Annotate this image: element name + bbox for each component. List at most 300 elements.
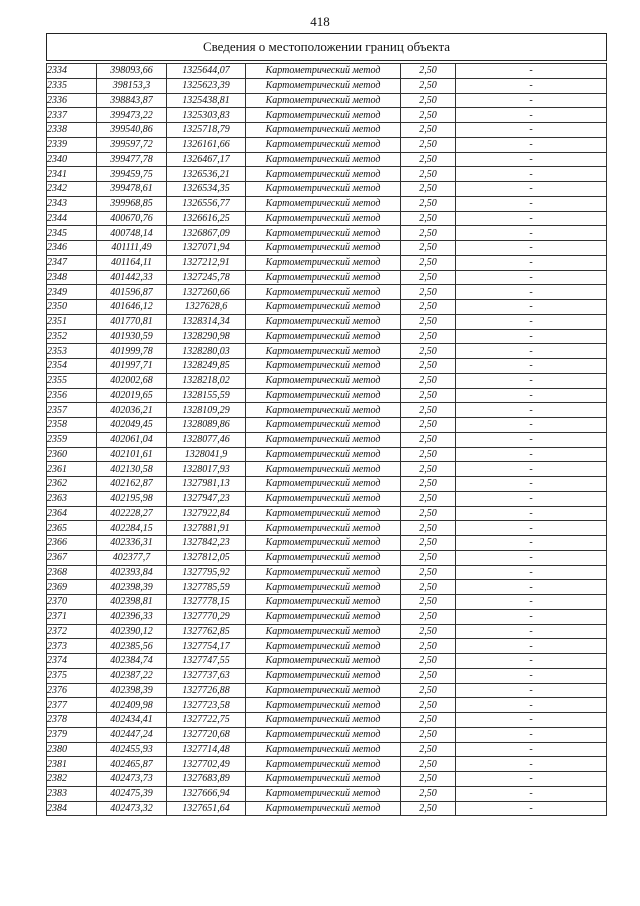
y-coordinate-cell: 1328017,93: [167, 462, 246, 477]
table-row: [47, 654, 607, 669]
table-row: [47, 521, 607, 536]
description-cell: -: [456, 137, 607, 152]
method-cell: Картометрический метод: [246, 462, 401, 477]
x-coordinate-cell: 399968,85: [97, 196, 167, 211]
accuracy-cell: 2,50: [401, 580, 456, 595]
accuracy-cell: 2,50: [401, 683, 456, 698]
method-cell: Картометрический метод: [246, 536, 401, 551]
y-coordinate-cell: 1327812,05: [167, 550, 246, 565]
table-row: [47, 801, 607, 816]
x-coordinate-cell: 402434,41: [97, 713, 167, 728]
table-row: [47, 285, 607, 300]
point-number-cell: 2334: [47, 64, 97, 79]
x-coordinate-cell: 402284,15: [97, 521, 167, 536]
accuracy-cell: 2,50: [401, 329, 456, 344]
table-row: [47, 196, 607, 211]
x-coordinate-cell: 399540,86: [97, 123, 167, 138]
x-coordinate-cell: 399597,72: [97, 137, 167, 152]
point-number-cell: 2351: [47, 314, 97, 329]
description-cell: -: [456, 167, 607, 182]
point-number-cell: 2359: [47, 432, 97, 447]
accuracy-cell: 2,50: [401, 388, 456, 403]
description-cell: -: [456, 786, 607, 801]
y-coordinate-cell: 1327737,63: [167, 668, 246, 683]
y-coordinate-cell: 1327723,58: [167, 698, 246, 713]
accuracy-cell: 2,50: [401, 285, 456, 300]
table-row: [47, 359, 607, 374]
description-cell: -: [456, 93, 607, 108]
accuracy-cell: 2,50: [401, 314, 456, 329]
accuracy-cell: 2,50: [401, 668, 456, 683]
table-row: [47, 609, 607, 624]
table-row: [47, 152, 607, 167]
page-number: 418: [310, 14, 330, 29]
method-cell: Картометрический метод: [246, 609, 401, 624]
y-coordinate-cell: 1328155,59: [167, 388, 246, 403]
accuracy-cell: 2,50: [401, 373, 456, 388]
table-row: [47, 550, 607, 565]
point-number-cell: 2341: [47, 167, 97, 182]
y-coordinate-cell: 1327245,78: [167, 270, 246, 285]
point-number-cell: 2352: [47, 329, 97, 344]
description-cell: -: [456, 757, 607, 772]
accuracy-cell: 2,50: [401, 403, 456, 418]
x-coordinate-cell: 402036,21: [97, 403, 167, 418]
table-row: [47, 447, 607, 462]
y-coordinate-cell: 1328249,85: [167, 359, 246, 374]
x-coordinate-cell: 402465,87: [97, 757, 167, 772]
description-cell: -: [456, 418, 607, 433]
y-coordinate-cell: 1328314,34: [167, 314, 246, 329]
method-cell: Картометрический метод: [246, 78, 401, 93]
x-coordinate-cell: 402162,87: [97, 477, 167, 492]
x-coordinate-cell: 402398,39: [97, 683, 167, 698]
accuracy-cell: 2,50: [401, 418, 456, 433]
table-row: [47, 211, 607, 226]
accuracy-cell: 2,50: [401, 550, 456, 565]
table-row: [47, 64, 607, 79]
description-cell: -: [456, 624, 607, 639]
description-cell: -: [456, 447, 607, 462]
accuracy-cell: 2,50: [401, 727, 456, 742]
method-cell: Картометрический метод: [246, 359, 401, 374]
y-coordinate-cell: 1325303,83: [167, 108, 246, 123]
y-coordinate-cell: 1327702,49: [167, 757, 246, 772]
method-cell: Картометрический метод: [246, 167, 401, 182]
table-row: [47, 742, 607, 757]
x-coordinate-cell: 401999,78: [97, 344, 167, 359]
x-coordinate-cell: 402398,81: [97, 595, 167, 610]
method-cell: Картометрический метод: [246, 491, 401, 506]
description-cell: -: [456, 609, 607, 624]
x-coordinate-cell: 402455,93: [97, 742, 167, 757]
accuracy-cell: 2,50: [401, 462, 456, 477]
point-number-cell: 2346: [47, 241, 97, 256]
description-cell: -: [456, 359, 607, 374]
table-row: [47, 403, 607, 418]
y-coordinate-cell: 1328109,29: [167, 403, 246, 418]
description-cell: -: [456, 580, 607, 595]
point-number-cell: 2365: [47, 521, 97, 536]
x-coordinate-cell: 401646,12: [97, 300, 167, 315]
accuracy-cell: 2,50: [401, 196, 456, 211]
method-cell: Картометрический метод: [246, 757, 401, 772]
table-row: [47, 137, 607, 152]
point-number-cell: 2343: [47, 196, 97, 211]
accuracy-cell: 2,50: [401, 344, 456, 359]
table-row: [47, 565, 607, 580]
description-cell: -: [456, 462, 607, 477]
y-coordinate-cell: 1328041,9: [167, 447, 246, 462]
y-coordinate-cell: 1327922,84: [167, 506, 246, 521]
table-row: [47, 727, 607, 742]
accuracy-cell: 2,50: [401, 742, 456, 757]
accuracy-cell: 2,50: [401, 654, 456, 669]
table-row: [47, 241, 607, 256]
x-coordinate-cell: 402336,31: [97, 536, 167, 551]
x-coordinate-cell: 401770,81: [97, 314, 167, 329]
method-cell: Картометрический метод: [246, 698, 401, 713]
x-coordinate-cell: 402061,04: [97, 432, 167, 447]
point-number-cell: 2335: [47, 78, 97, 93]
point-number-cell: 2344: [47, 211, 97, 226]
table-row: [47, 78, 607, 93]
point-number-cell: 2345: [47, 226, 97, 241]
y-coordinate-cell: 1327778,15: [167, 595, 246, 610]
y-coordinate-cell: 1325644,07: [167, 64, 246, 79]
description-cell: -: [456, 373, 607, 388]
y-coordinate-cell: 1327754,17: [167, 639, 246, 654]
y-coordinate-cell: 1327071,94: [167, 241, 246, 256]
x-coordinate-cell: 402473,73: [97, 772, 167, 787]
description-cell: -: [456, 801, 607, 816]
description-cell: -: [456, 211, 607, 226]
accuracy-cell: 2,50: [401, 78, 456, 93]
description-cell: -: [456, 403, 607, 418]
accuracy-cell: 2,50: [401, 713, 456, 728]
description-cell: -: [456, 565, 607, 580]
table-row: [47, 506, 607, 521]
x-coordinate-cell: 398153,3: [97, 78, 167, 93]
point-number-cell: 2337: [47, 108, 97, 123]
method-cell: Картометрический метод: [246, 550, 401, 565]
accuracy-cell: 2,50: [401, 137, 456, 152]
point-number-cell: 2373: [47, 639, 97, 654]
x-coordinate-cell: 402228,27: [97, 506, 167, 521]
point-number-cell: 2362: [47, 477, 97, 492]
y-coordinate-cell: 1327212,91: [167, 255, 246, 270]
method-cell: Картометрический метод: [246, 152, 401, 167]
table-row: [47, 595, 607, 610]
x-coordinate-cell: 400670,76: [97, 211, 167, 226]
y-coordinate-cell: 1327785,59: [167, 580, 246, 595]
point-number-cell: 2364: [47, 506, 97, 521]
description-cell: -: [456, 108, 607, 123]
accuracy-cell: 2,50: [401, 211, 456, 226]
method-cell: Картометрический метод: [246, 314, 401, 329]
y-coordinate-cell: 1327762,85: [167, 624, 246, 639]
method-cell: Картометрический метод: [246, 580, 401, 595]
method-cell: Картометрический метод: [246, 801, 401, 816]
y-coordinate-cell: 1327683,89: [167, 772, 246, 787]
point-number-cell: 2340: [47, 152, 97, 167]
y-coordinate-cell: 1326616,25: [167, 211, 246, 226]
x-coordinate-cell: 401596,87: [97, 285, 167, 300]
x-coordinate-cell: 398843,87: [97, 93, 167, 108]
x-coordinate-cell: 402019,65: [97, 388, 167, 403]
table-row: [47, 108, 607, 123]
accuracy-cell: 2,50: [401, 64, 456, 79]
description-cell: -: [456, 477, 607, 492]
description-cell: -: [456, 226, 607, 241]
x-coordinate-cell: 402049,45: [97, 418, 167, 433]
accuracy-cell: 2,50: [401, 801, 456, 816]
point-number-cell: 2377: [47, 698, 97, 713]
method-cell: Картометрический метод: [246, 772, 401, 787]
method-cell: Картометрический метод: [246, 595, 401, 610]
y-coordinate-cell: 1326867,09: [167, 226, 246, 241]
accuracy-cell: 2,50: [401, 447, 456, 462]
description-cell: -: [456, 285, 607, 300]
x-coordinate-cell: 402195,98: [97, 491, 167, 506]
x-coordinate-cell: 402475,39: [97, 786, 167, 801]
accuracy-cell: 2,50: [401, 506, 456, 521]
description-cell: -: [456, 550, 607, 565]
description-cell: -: [456, 698, 607, 713]
y-coordinate-cell: 1327795,92: [167, 565, 246, 580]
y-coordinate-cell: 1327666,94: [167, 786, 246, 801]
x-coordinate-cell: 399478,61: [97, 182, 167, 197]
point-number-cell: 2372: [47, 624, 97, 639]
point-number-cell: 2366: [47, 536, 97, 551]
point-number-cell: 2375: [47, 668, 97, 683]
description-cell: -: [456, 255, 607, 270]
table-row: [47, 580, 607, 595]
table-row: [47, 536, 607, 551]
point-number-cell: 2384: [47, 801, 97, 816]
table-row: [47, 93, 607, 108]
method-cell: Картометрический метод: [246, 255, 401, 270]
x-coordinate-cell: 402398,39: [97, 580, 167, 595]
method-cell: Картометрический метод: [246, 506, 401, 521]
x-coordinate-cell: 402002,68: [97, 373, 167, 388]
x-coordinate-cell: 402390,12: [97, 624, 167, 639]
table-row: [47, 462, 607, 477]
x-coordinate-cell: 402385,56: [97, 639, 167, 654]
point-number-cell: 2338: [47, 123, 97, 138]
table-row: [47, 477, 607, 492]
accuracy-cell: 2,50: [401, 241, 456, 256]
point-number-cell: 2354: [47, 359, 97, 374]
accuracy-cell: 2,50: [401, 786, 456, 801]
description-cell: -: [456, 314, 607, 329]
y-coordinate-cell: 1327726,88: [167, 683, 246, 698]
method-cell: Картометрический метод: [246, 211, 401, 226]
description-cell: -: [456, 329, 607, 344]
description-cell: -: [456, 241, 607, 256]
y-coordinate-cell: 1326161,66: [167, 137, 246, 152]
point-number-cell: 2382: [47, 772, 97, 787]
accuracy-cell: 2,50: [401, 757, 456, 772]
method-cell: Картометрический метод: [246, 447, 401, 462]
x-coordinate-cell: 402393,84: [97, 565, 167, 580]
description-cell: -: [456, 123, 607, 138]
point-number-cell: 2361: [47, 462, 97, 477]
table-row: [47, 270, 607, 285]
coordinates-table: [46, 63, 607, 816]
description-cell: -: [456, 772, 607, 787]
point-number-cell: 2363: [47, 491, 97, 506]
x-coordinate-cell: 401164,11: [97, 255, 167, 270]
table-row: [47, 329, 607, 344]
method-cell: Картометрический метод: [246, 727, 401, 742]
y-coordinate-cell: 1325438,81: [167, 93, 246, 108]
method-cell: Картометрический метод: [246, 786, 401, 801]
accuracy-cell: 2,50: [401, 624, 456, 639]
y-coordinate-cell: 1327842,23: [167, 536, 246, 551]
description-cell: -: [456, 654, 607, 669]
table-row: [47, 713, 607, 728]
description-cell: -: [456, 388, 607, 403]
y-coordinate-cell: 1327720,68: [167, 727, 246, 742]
x-coordinate-cell: 401997,71: [97, 359, 167, 374]
x-coordinate-cell: 402387,22: [97, 668, 167, 683]
table-row: [47, 344, 607, 359]
y-coordinate-cell: 1326534,35: [167, 182, 246, 197]
accuracy-cell: 2,50: [401, 432, 456, 447]
method-cell: Картометрический метод: [246, 241, 401, 256]
accuracy-cell: 2,50: [401, 772, 456, 787]
point-number-cell: 2378: [47, 713, 97, 728]
point-number-cell: 2383: [47, 786, 97, 801]
method-cell: Картометрический метод: [246, 344, 401, 359]
point-number-cell: 2367: [47, 550, 97, 565]
point-number-cell: 2342: [47, 182, 97, 197]
method-cell: Картометрический метод: [246, 182, 401, 197]
y-coordinate-cell: 1327651,64: [167, 801, 246, 816]
accuracy-cell: 2,50: [401, 182, 456, 197]
method-cell: Картометрический метод: [246, 196, 401, 211]
method-cell: Картометрический метод: [246, 123, 401, 138]
description-cell: -: [456, 595, 607, 610]
table-row: [47, 624, 607, 639]
table-row: [47, 757, 607, 772]
description-cell: -: [456, 182, 607, 197]
coordinates-table-body: [47, 64, 607, 816]
accuracy-cell: 2,50: [401, 639, 456, 654]
point-number-cell: 2369: [47, 580, 97, 595]
description-cell: -: [456, 683, 607, 698]
table-row: [47, 123, 607, 138]
y-coordinate-cell: 1327881,91: [167, 521, 246, 536]
method-cell: Картометрический метод: [246, 668, 401, 683]
x-coordinate-cell: 401111,49: [97, 241, 167, 256]
x-coordinate-cell: 399477,78: [97, 152, 167, 167]
point-number-cell: 2360: [47, 447, 97, 462]
accuracy-cell: 2,50: [401, 521, 456, 536]
y-coordinate-cell: 1328280,03: [167, 344, 246, 359]
point-number-cell: 2380: [47, 742, 97, 757]
method-cell: Картометрический метод: [246, 93, 401, 108]
method-cell: Картометрический метод: [246, 432, 401, 447]
description-cell: -: [456, 506, 607, 521]
y-coordinate-cell: 1327628,6: [167, 300, 246, 315]
point-number-cell: 2349: [47, 285, 97, 300]
point-number-cell: 2381: [47, 757, 97, 772]
accuracy-cell: 2,50: [401, 300, 456, 315]
description-cell: -: [456, 270, 607, 285]
table-row: [47, 314, 607, 329]
x-coordinate-cell: 402396,33: [97, 609, 167, 624]
point-number-cell: 2374: [47, 654, 97, 669]
method-cell: Картометрический метод: [246, 300, 401, 315]
description-cell: -: [456, 152, 607, 167]
section-title-text: Сведения о местоположении границ объекта: [202, 39, 451, 54]
accuracy-cell: 2,50: [401, 477, 456, 492]
method-cell: Картометрический метод: [246, 521, 401, 536]
method-cell: Картометрический метод: [246, 713, 401, 728]
method-cell: Картометрический метод: [246, 683, 401, 698]
x-coordinate-cell: 402409,98: [97, 698, 167, 713]
point-number-cell: 2339: [47, 137, 97, 152]
method-cell: Картометрический метод: [246, 64, 401, 79]
table-row: [47, 639, 607, 654]
y-coordinate-cell: 1328077,46: [167, 432, 246, 447]
table-row: [47, 167, 607, 182]
accuracy-cell: 2,50: [401, 123, 456, 138]
x-coordinate-cell: 402384,74: [97, 654, 167, 669]
x-coordinate-cell: 401930,59: [97, 329, 167, 344]
table-row: [47, 300, 607, 315]
y-coordinate-cell: 1327947,23: [167, 491, 246, 506]
description-cell: -: [456, 196, 607, 211]
accuracy-cell: 2,50: [401, 270, 456, 285]
description-cell: -: [456, 727, 607, 742]
description-cell: -: [456, 344, 607, 359]
point-number-cell: 2379: [47, 727, 97, 742]
y-coordinate-cell: 1327770,29: [167, 609, 246, 624]
y-coordinate-cell: 1327981,13: [167, 477, 246, 492]
table-row: [47, 255, 607, 270]
x-coordinate-cell: 402473,32: [97, 801, 167, 816]
x-coordinate-cell: 402101,61: [97, 447, 167, 462]
description-cell: -: [456, 536, 607, 551]
accuracy-cell: 2,50: [401, 152, 456, 167]
x-coordinate-cell: 402447,24: [97, 727, 167, 742]
description-cell: -: [456, 432, 607, 447]
point-number-cell: 2357: [47, 403, 97, 418]
method-cell: Картометрический метод: [246, 477, 401, 492]
description-cell: -: [456, 742, 607, 757]
description-cell: -: [456, 668, 607, 683]
table-row: [47, 698, 607, 713]
point-number-cell: 2358: [47, 418, 97, 433]
accuracy-cell: 2,50: [401, 359, 456, 374]
table-row: [47, 683, 607, 698]
y-coordinate-cell: 1327714,48: [167, 742, 246, 757]
y-coordinate-cell: 1326536,21: [167, 167, 246, 182]
x-coordinate-cell: 402130,58: [97, 462, 167, 477]
y-coordinate-cell: 1327722,75: [167, 713, 246, 728]
description-cell: -: [456, 521, 607, 536]
x-coordinate-cell: 402377,7: [97, 550, 167, 565]
table-row: [47, 418, 607, 433]
accuracy-cell: 2,50: [401, 108, 456, 123]
y-coordinate-cell: 1327260,66: [167, 285, 246, 300]
x-coordinate-cell: 399473,22: [97, 108, 167, 123]
accuracy-cell: 2,50: [401, 536, 456, 551]
x-coordinate-cell: 399459,75: [97, 167, 167, 182]
